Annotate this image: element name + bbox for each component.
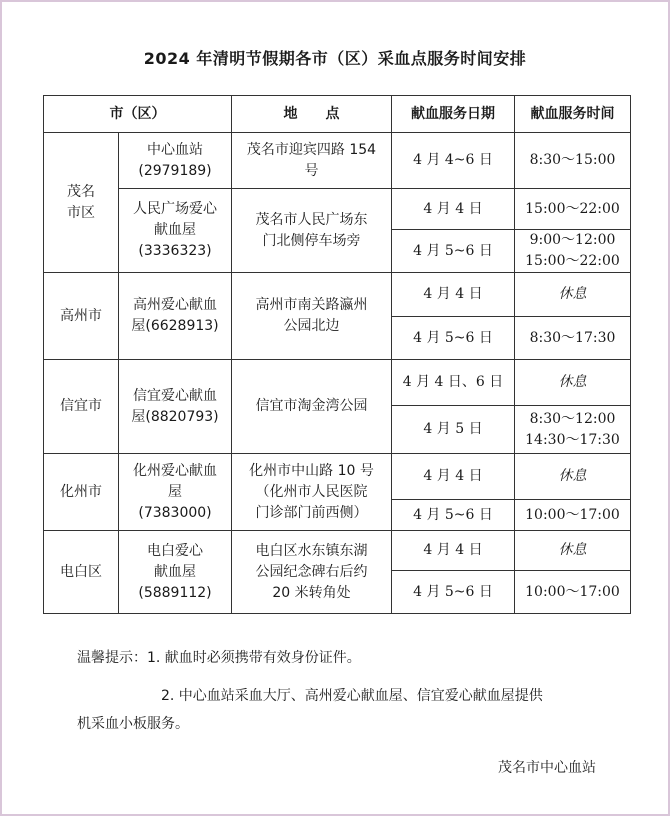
table-row <box>44 360 631 406</box>
city-cell <box>44 360 119 454</box>
station-line: 人民广场爱心 <box>133 201 217 217</box>
station-line: (3336323) <box>138 243 212 259</box>
station-line: (5889112) <box>138 584 212 601</box>
city-cell <box>44 273 119 360</box>
date-cell: 4 月 4~6 日 <box>392 133 515 189</box>
city-cell <box>44 531 119 614</box>
address-line: 门诊部门前西侧） <box>255 504 368 521</box>
address-cell <box>232 189 392 273</box>
station-line: (2979189) <box>138 162 212 179</box>
city-line: 高州市 <box>60 307 102 324</box>
city-line: 化州市 <box>60 483 102 500</box>
schedule-body <box>44 133 631 614</box>
header-city: 市（区） <box>44 96 232 133</box>
city-line: 信宜市 <box>60 398 102 414</box>
station-line: 化州爱心献血 <box>133 462 217 479</box>
city-line: 茂名 <box>67 183 95 200</box>
station-line: 屋(6628913) <box>131 318 219 334</box>
header-date: 献血服务日期 <box>392 96 515 133</box>
date-cell: 4 月 5 日 <box>392 406 515 454</box>
time-cell <box>515 571 631 614</box>
station-cell <box>119 133 232 189</box>
tips-line-2 <box>77 682 617 738</box>
header-location: 地 点 <box>232 96 392 133</box>
station-cell <box>119 189 232 273</box>
address-line: 号 <box>304 162 319 179</box>
schedule-table <box>43 95 631 614</box>
table-row <box>44 454 631 500</box>
date-cell: 4 月 5~6 日 <box>392 571 515 614</box>
time-cell <box>515 133 631 189</box>
station-line: 献血屋 <box>154 222 196 238</box>
time-cell <box>515 406 631 454</box>
table-row <box>44 531 631 571</box>
date-cell: 4 月 5~6 日 <box>392 230 515 273</box>
time-cell <box>515 230 631 273</box>
time-line: 休息 <box>558 542 587 558</box>
time-cell <box>515 500 631 531</box>
tips-line-2b: 机采血小板服务。 <box>77 716 189 732</box>
address-cell <box>232 133 392 189</box>
time-cell <box>515 317 631 360</box>
table-row <box>44 189 631 230</box>
station-line: 屋 <box>168 483 182 500</box>
tips-line-1: 温馨提示：1. 献血时必须携带有效身份证件。 <box>77 650 361 666</box>
station-cell <box>119 360 232 454</box>
station-line: 信宜爱心献血 <box>133 387 217 404</box>
time-line: 9:00～12:00 <box>529 232 616 248</box>
date-cell: 4 月 4 日 <box>392 273 515 317</box>
date-cell: 4 月 4 日 <box>392 531 515 571</box>
address-line: 门北侧停车场旁 <box>262 232 361 249</box>
address-line: 高州市南关路瀛州 <box>255 297 368 313</box>
time-line: 15:00～22:00 <box>525 200 620 217</box>
address-cell <box>232 454 392 531</box>
tips-line-2a: 2. 中心血站采血大厅、高州爱心献血屋、信宜爱心献血屋提供 <box>161 688 543 704</box>
time-line: 14:30～17:30 <box>525 431 620 448</box>
time-cell <box>515 189 631 230</box>
station-cell <box>119 531 232 614</box>
address-line: 化州市中山路 10 号 <box>249 462 374 479</box>
time-line: 8:30～17:30 <box>529 329 616 346</box>
station-line: 屋(8820793) <box>131 408 219 425</box>
rest-cell <box>515 454 631 500</box>
city-line: 电白区 <box>60 563 102 580</box>
address-line: 20 米转角处 <box>272 584 351 601</box>
time-line: 休息 <box>558 374 587 390</box>
city-cell <box>44 454 119 531</box>
date-cell: 4 月 4 日、6 日 <box>392 360 515 406</box>
document-title: 2024 年清明节假期各市（区）采血点服务时间安排 <box>143 49 527 68</box>
address-line: 公园纪念碑右后约 <box>255 563 368 580</box>
station-line: 电白爱心 <box>147 542 203 559</box>
signature: 茂名市中心血站 <box>498 760 596 776</box>
address-line: 信宜市淘金湾公园 <box>255 398 368 414</box>
date-cell: 4 月 4 日 <box>392 454 515 500</box>
address-cell <box>232 531 392 614</box>
date-cell: 4 月 4 日 <box>392 189 515 230</box>
table-row <box>44 133 631 189</box>
table-header-row <box>44 96 631 133</box>
city-line: 市区 <box>67 204 95 221</box>
station-cell <box>119 454 232 531</box>
table-row <box>44 273 631 317</box>
station-line: 高州爱心献血 <box>133 297 217 313</box>
time-line: 10:00～17:00 <box>525 583 620 600</box>
time-line: 休息 <box>558 286 587 302</box>
station-line: 中心血站 <box>147 141 203 158</box>
station-line: (7383000) <box>138 504 212 521</box>
time-line: 10:00～17:00 <box>525 506 620 523</box>
address-cell <box>232 273 392 360</box>
time-line: 15:00～22:00 <box>525 253 620 269</box>
city-cell <box>44 133 119 273</box>
address-line: 公园北边 <box>283 318 340 334</box>
address-line: 茂名市人民广场东 <box>255 211 368 228</box>
rest-cell <box>515 273 631 317</box>
address-line: 电白区水东镇东湖 <box>255 542 368 559</box>
rest-cell <box>515 531 631 571</box>
address-cell <box>232 360 392 454</box>
time-line: 休息 <box>558 468 587 484</box>
rest-cell <box>515 360 631 406</box>
station-line: 献血屋 <box>154 563 196 580</box>
header-time: 献血服务时间 <box>515 96 631 133</box>
station-cell <box>119 273 232 360</box>
time-line: 8:30～12:00 <box>529 410 616 427</box>
address-line: 茂名市迎宾四路 154 <box>246 141 377 158</box>
address-line: （化州市人民医院 <box>255 483 368 500</box>
date-cell: 4 月 5~6 日 <box>392 500 515 531</box>
date-cell: 4 月 5~6 日 <box>392 317 515 360</box>
time-line: 8:30～15:00 <box>529 152 616 168</box>
